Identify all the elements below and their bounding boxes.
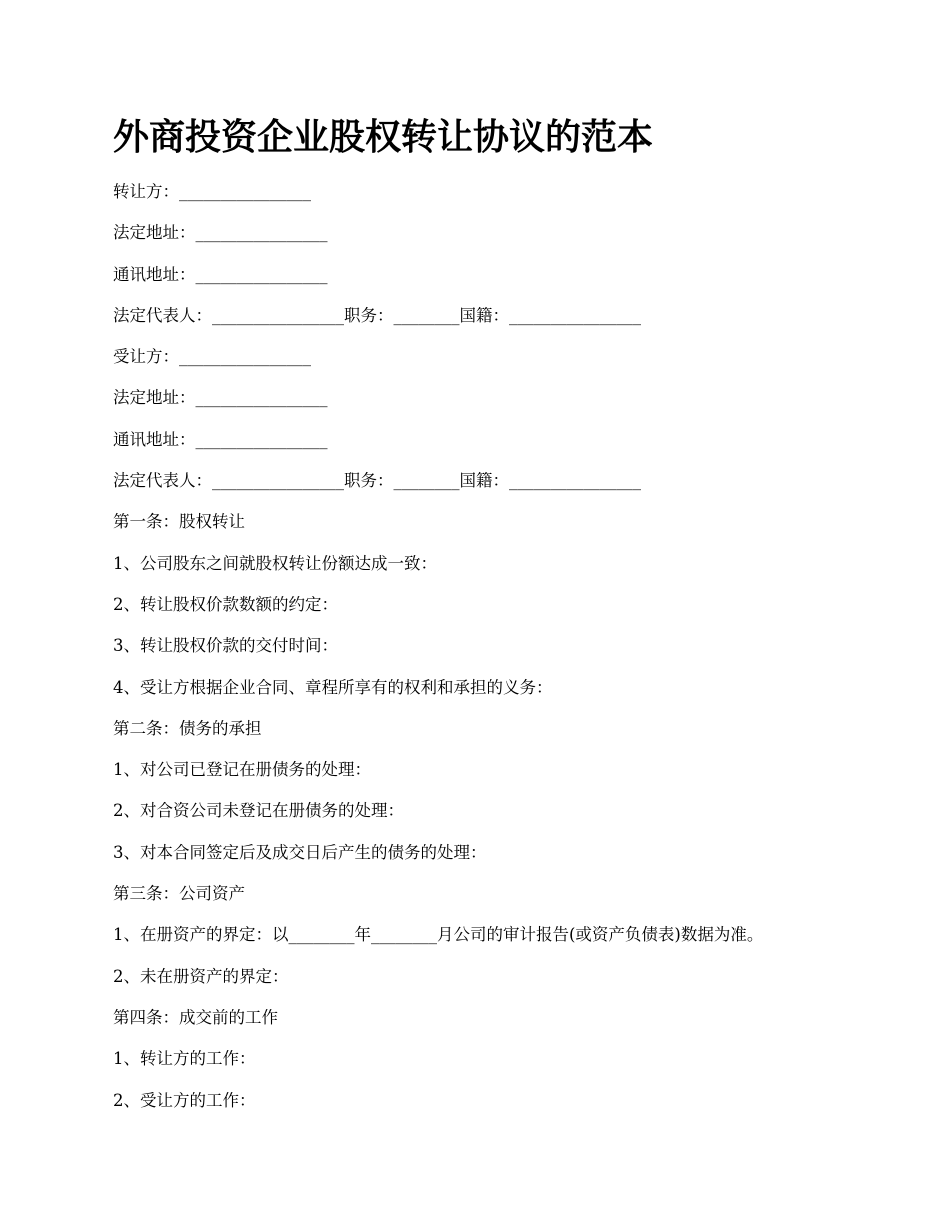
nationality-blank: ________________ bbox=[509, 471, 641, 491]
contact-address-blank: ________________ bbox=[195, 264, 328, 284]
position-blank: ________ bbox=[393, 471, 460, 491]
document-body bbox=[113, 178, 913, 1128]
clause-text: 2、对合资公司未登记在册债务的处理： bbox=[113, 801, 404, 821]
year-blank: ________ bbox=[288, 925, 355, 945]
clause-line bbox=[113, 591, 913, 632]
clause-line bbox=[113, 797, 913, 838]
clause-line bbox=[113, 674, 913, 715]
transferee-legal-address-line bbox=[113, 384, 913, 425]
month-blank: ________ bbox=[371, 925, 437, 945]
article-heading bbox=[113, 880, 913, 921]
article-4-heading: 第四条：成交前的工作 bbox=[113, 1007, 278, 1027]
transferor-legal-address-line bbox=[113, 219, 913, 260]
position-label: 职务： bbox=[344, 305, 394, 325]
legal-address-blank: ________________ bbox=[195, 223, 328, 243]
clause-text: 4、受让方根据企业合同、章程所享有的权利和承担的义务： bbox=[113, 677, 553, 697]
representative-blank: ________________ bbox=[212, 471, 344, 491]
clause-line bbox=[113, 1087, 913, 1128]
representative-blank: ________________ bbox=[212, 305, 344, 325]
clause-line bbox=[113, 839, 913, 880]
clause-text: 2、转让股权价款数额的约定： bbox=[113, 594, 338, 614]
article-heading bbox=[113, 508, 913, 549]
article-1-heading: 第一条：股权转让 bbox=[113, 512, 245, 532]
year-label: 年 bbox=[354, 925, 371, 945]
contact-address-label: 通讯地址： bbox=[113, 429, 196, 449]
clause-line bbox=[113, 963, 913, 1004]
clause-text: 2、受让方的工作： bbox=[113, 1090, 256, 1110]
clause-line bbox=[113, 921, 913, 962]
article-heading bbox=[113, 1004, 913, 1045]
transferor-contact-address-line bbox=[113, 261, 913, 302]
transferee-line bbox=[113, 343, 913, 384]
nationality-label: 国籍： bbox=[459, 305, 509, 325]
transferor-label: 转让方： bbox=[113, 182, 179, 201]
document-title: 外商投资企业股权转让协议的范本 bbox=[113, 116, 654, 158]
nationality-blank: ________________ bbox=[509, 305, 641, 325]
contact-address-blank: ________________ bbox=[195, 429, 328, 449]
transferor-line bbox=[113, 178, 913, 219]
transferee-blank: ________________ bbox=[179, 347, 311, 367]
legal-address-blank: ________________ bbox=[195, 388, 328, 408]
legal-address-label: 法定地址： bbox=[113, 223, 196, 243]
transferee-representative-line bbox=[113, 467, 913, 508]
clause-line bbox=[113, 756, 913, 797]
clause-line bbox=[113, 632, 913, 673]
clause-text: 1、转让方的工作： bbox=[113, 1049, 256, 1069]
article-heading bbox=[113, 715, 913, 756]
clause-text: 1、对公司已登记在册债务的处理： bbox=[113, 760, 371, 780]
legal-address-label: 法定地址： bbox=[113, 388, 196, 408]
transferee-contact-address-line bbox=[113, 426, 913, 467]
clause-text: 2、未在册资产的界定： bbox=[113, 966, 289, 986]
clause-line bbox=[113, 1045, 913, 1086]
transferor-representative-line bbox=[113, 302, 913, 343]
contact-address-label: 通讯地址： bbox=[113, 264, 196, 284]
clause-text: 1、在册资产的界定：以 bbox=[113, 925, 289, 945]
article-3-heading: 第三条：公司资产 bbox=[113, 884, 245, 904]
clause-line bbox=[113, 550, 913, 591]
article-2-heading: 第二条：债务的承担 bbox=[113, 718, 262, 738]
representative-label: 法定代表人： bbox=[113, 305, 212, 325]
clause-text: 3、对本合同签定后及成交日后产生的债务的处理： bbox=[113, 842, 487, 862]
representative-label: 法定代表人： bbox=[113, 471, 212, 491]
clause-text: 1、公司股东之间就股权转让份额达成一致： bbox=[113, 553, 437, 573]
clause-text: 3、转让股权价款的交付时间： bbox=[113, 636, 338, 656]
transferor-blank: ________________ bbox=[179, 182, 311, 201]
position-blank: ________ bbox=[393, 305, 460, 325]
clause-text-tail: 月公司的审计报告(或资产负债表)数据为准。 bbox=[437, 925, 764, 945]
position-label: 职务： bbox=[344, 471, 394, 491]
transferee-label: 受让方： bbox=[113, 347, 179, 367]
nationality-label: 国籍： bbox=[459, 471, 509, 491]
